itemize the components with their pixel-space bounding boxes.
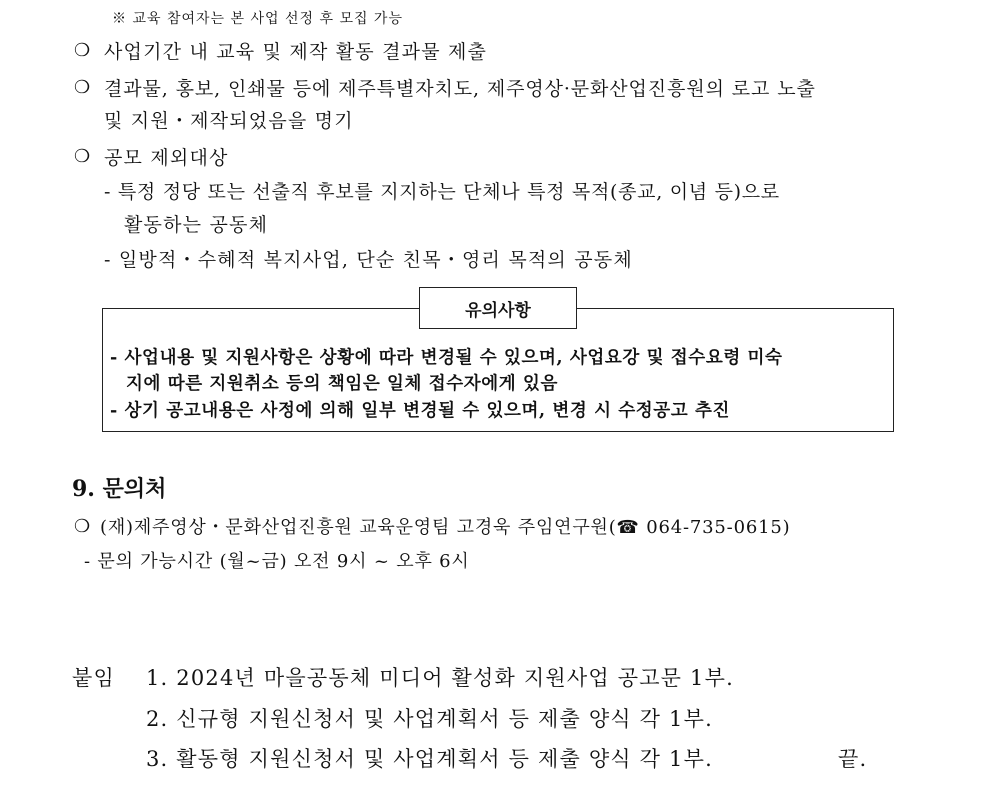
item-3-text: 공모 제외대상	[104, 147, 229, 169]
item-2-text: 결과물, 홍보, 인쇄물 등에 제주특별자치도, 제주영상·문화산업진흥원의 로고 노출	[104, 78, 816, 100]
exclusion-1-text: - 특정 정당 또는 선출직 후보를 지지하는 단체나 특정 목적(종교, 이념 등)으로	[104, 181, 780, 203]
bullet-circle-icon: ❍	[74, 40, 91, 61]
notice-line-1: - 사업내용 및 지원사항은 상황에 따라 변경될 수 있으며, 사업요강 및 접수요령 미숙	[110, 348, 783, 368]
attachment-item-1: 1. 2024년 마을공동체 미디어 활성화 지원사업 공고문 1부.	[146, 666, 734, 690]
bullet-circle-icon: ❍	[74, 77, 91, 98]
bullet-circle-icon: ❍	[74, 516, 91, 537]
section-9-heading: 9. 문의처	[72, 476, 167, 502]
exclusion-2-text: - 일방적・수혜적 복지사업, 단순 친목・영리 목적의 공동체	[104, 249, 633, 271]
attachment-label: 붙임	[72, 666, 115, 690]
notice-line-3: - 상기 공고내용은 사정에 의해 일부 변경될 수 있으며, 변경 시 수정공고 추진	[110, 401, 731, 421]
end-mark: 끝.	[838, 747, 868, 771]
item-2-continuation: 및 지원・제작되었음을 명기	[104, 110, 354, 132]
item-1-text: 사업기간 내 교육 및 제작 활동 결과물 제출	[104, 41, 488, 63]
attachment-item-2: 2. 신규형 지원신청서 및 사업계획서 등 제출 양식 각 1부.	[146, 707, 713, 731]
top-note: ※ 교육 참여자는 본 사업 선정 후 모집 가능	[112, 11, 403, 27]
inquiry-hours: - 문의 가능시간 (월~금) 오전 9시 ~ 오후 6시	[84, 551, 470, 572]
exclusion-1-continuation: 활동하는 공동체	[124, 214, 269, 236]
bullet-circle-icon: ❍	[74, 146, 91, 167]
attachment-item-3: 3. 활동형 지원신청서 및 사업계획서 등 제출 양식 각 1부.	[146, 747, 713, 771]
phone-number: 064-735-0615)	[639, 517, 791, 538]
contact-text: (재)제주영상・문화산업진흥원 교육운영팀 고경욱 주임연구원(	[100, 517, 617, 538]
contact-line	[100, 513, 790, 539]
phone-icon: ☎	[616, 517, 640, 538]
notice-title: 유의사항	[419, 287, 577, 329]
notice-line-2: 지에 따른 지원취소 등의 책임은 일체 접수자에게 있음	[126, 374, 558, 394]
